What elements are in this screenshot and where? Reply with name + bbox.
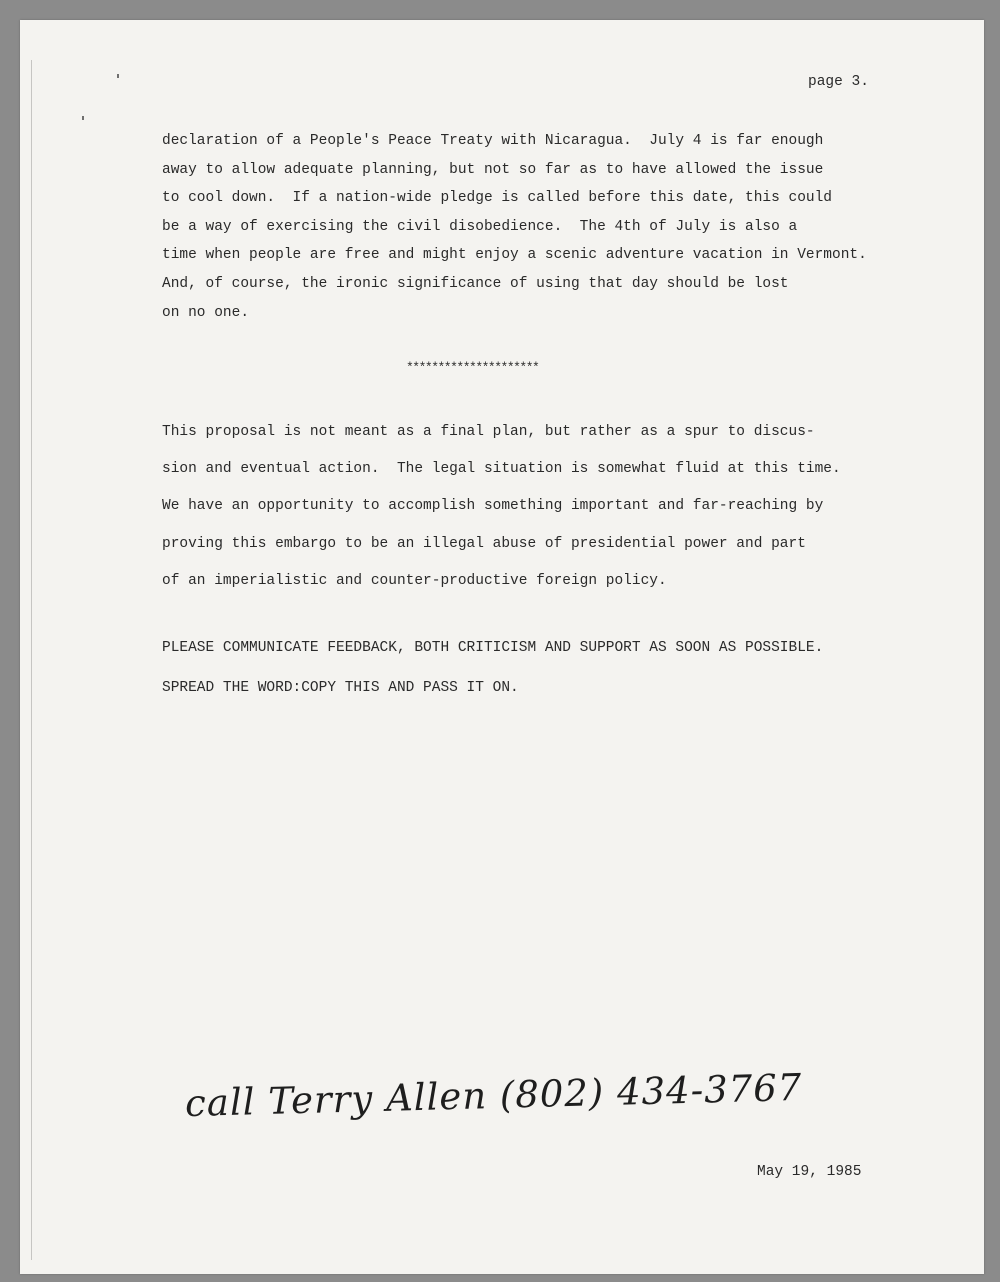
- text-line: on no one.: [162, 304, 250, 321]
- text-line: This proposal is not meant as a final plan, but rather as a spur to discus-: [162, 424, 815, 440]
- paragraph-2: [162, 414, 922, 600]
- feedback-request: PLEASE COMMUNICATE FEEDBACK, BOTH CRITICISM AND SUPPORT AS SOON AS POSSIBLE.: [162, 640, 824, 656]
- margin-dot: [82, 116, 84, 120]
- paragraph-1: [162, 127, 922, 327]
- text-line: declaration of a People's Peace Treaty with Nicaragua. July 4 is far enough: [162, 133, 824, 149]
- margin-dot: [117, 74, 119, 78]
- margin-line: [31, 60, 32, 1260]
- document-date: May 19, 1985: [757, 1164, 862, 1180]
- page-number: page 3.: [808, 74, 869, 90]
- text-line: proving this embargo to be an illegal abuse of presidential power and part: [162, 535, 806, 552]
- text-line: away to allow adequate planning, but not so far as to have allowed the issue: [162, 161, 824, 178]
- text-line: of an imperialistic and counter-productive foreign policy.: [162, 572, 667, 589]
- text-line: sion and eventual action. The legal situation is somewhat fluid at this time.: [162, 461, 841, 478]
- text-line: We have an opportunity to accomplish something important and far-reaching by: [162, 498, 824, 515]
- text-line: to cool down. If a nation-wide pledge is called before this date, this could: [162, 190, 833, 207]
- handwritten-note: call Terry Allen (802) 434-3767: [184, 1065, 803, 1126]
- section-separator: *********************: [406, 360, 539, 375]
- text-line: be a way of exercising the civil disobedience. The 4th of July is also a: [162, 218, 798, 235]
- text-line: time when people are free and might enjoy a scenic adventure vacation in Vermont.: [162, 247, 867, 264]
- text-line: And, of course, the ironic significance of using that day should be lost: [162, 275, 789, 292]
- spread-the-word: SPREAD THE WORD:COPY THIS AND PASS IT ON.: [162, 680, 519, 696]
